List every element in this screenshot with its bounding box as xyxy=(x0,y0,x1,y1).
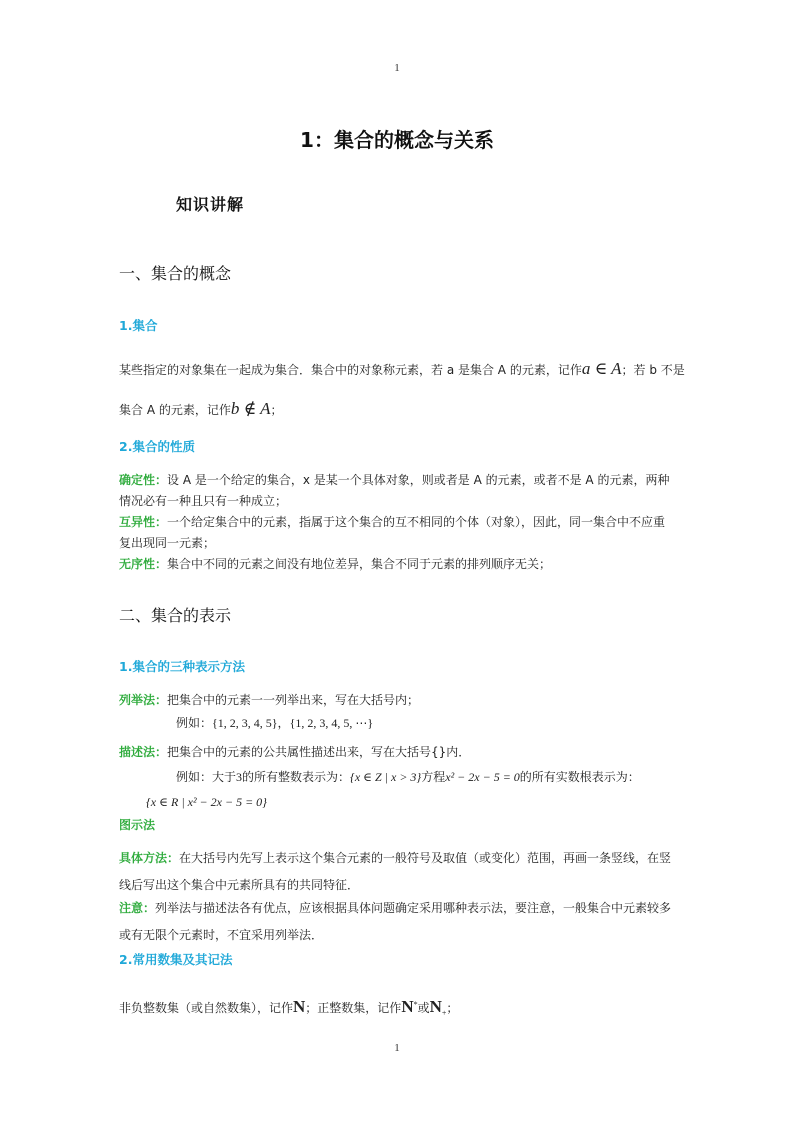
example-label: 例如： xyxy=(176,716,213,730)
example-tail: 的所有实数根表示为： xyxy=(519,770,640,784)
section2-sub2-heading: 2.常用数集及其记法 xyxy=(119,952,233,967)
example-separator: ， xyxy=(277,716,290,730)
real-roots-set-formula: {x ∈ R | x² − 2x − 5 = 0} xyxy=(146,795,267,809)
section-subtitle: 知识讲解 xyxy=(176,195,245,214)
definition-text2: 集合 A 的元素，记作 xyxy=(119,403,231,417)
description-term: 描述法： xyxy=(119,745,168,759)
property-term: 无序性： xyxy=(119,557,168,571)
description-example xyxy=(176,767,696,788)
equation-formula: x² − 2x − 5 = 0 xyxy=(445,770,520,784)
section1-heading: 一、集合的概念 xyxy=(119,264,232,283)
definition-tail: ；若 b 不是 xyxy=(621,363,685,377)
property-term: 互异性： xyxy=(119,515,168,529)
property-text: 设 A 是一个给定的集合，x 是某一个具体对象，则或者是 A 的元素，或者不是 A 的元素，两种情况必有一种且只有一种成立； xyxy=(119,473,670,508)
section1-sub2-heading: 2.集合的性质 xyxy=(119,439,195,454)
symbol-N: N xyxy=(293,997,306,1016)
section2-heading: 二、集合的表示 xyxy=(119,606,232,625)
example-set-infinite: {1, 2, 3, 4, 5, ⋯} xyxy=(289,716,374,730)
definition-line1 xyxy=(119,358,699,381)
integer-set-formula: {x ∈ Z | x > 3} xyxy=(350,770,422,784)
method-text: 在大括号内先写上表示这个集合元素的一般符号及取值（或变化）范围，再画一条竖线，在竖线后写出这个集合中元素所具有的共同特征． xyxy=(119,851,672,892)
example-number: 3 xyxy=(236,770,243,784)
star-superscript: * xyxy=(413,1000,418,1009)
definition-line2 xyxy=(119,398,679,421)
property-distinctness xyxy=(119,512,677,554)
diagram-method xyxy=(119,815,679,836)
example-set-finite: {1, 2, 3, 4, 5} xyxy=(212,716,278,730)
symbol-N-plus: N xyxy=(429,997,442,1016)
diagram-term: 图示法 xyxy=(119,818,156,832)
definition-text: 某些指定的对象集在一起成为集合．集合中的对象称元素，若 a 是集合 A 的元素，记作 xyxy=(119,363,582,377)
note-text: 列举法与描述法各有优点，应该根据具体问题确定采用哪种表示法，要注意，一般集合中元素较多或有无限个元素时，不宜采用列举法． xyxy=(119,901,672,942)
number-sets-text3: 或 xyxy=(417,1001,430,1015)
enumeration-method xyxy=(119,690,679,711)
number-sets-line xyxy=(119,994,699,1023)
property-text: 集合中不同的元素之间没有地位差异，集合不同于元素的排列顺序无关； xyxy=(167,557,552,571)
section1-sub1-heading: 1.集合 xyxy=(119,318,158,333)
plus-subscript: + xyxy=(441,1008,447,1018)
example-mid2: 方程 xyxy=(421,770,446,784)
page-number-top: 1 xyxy=(394,62,400,74)
not-element-formula: b ∉ A xyxy=(230,399,271,418)
property-text: 一个给定集合中的元素，指属于这个集合的互不相同的个体（对象），因此，同一集合中不应重复出现同一元素； xyxy=(119,515,666,550)
note-paragraph xyxy=(119,895,679,949)
example-label2: 例如：大于 xyxy=(176,770,237,784)
page-title: 1：集合的概念与关系 xyxy=(300,128,494,152)
property-unordered xyxy=(119,554,677,575)
example-mid: 的所有整数表示为： xyxy=(242,770,351,784)
description-example-line2 xyxy=(146,792,706,813)
section2-sub1-heading: 1.集合的三种表示方法 xyxy=(119,659,245,674)
enumeration-term: 列举法： xyxy=(119,693,168,707)
number-sets-text1: 非负整数集（或自然数集），记作 xyxy=(119,1001,294,1015)
note-term: 注意： xyxy=(119,901,156,915)
enumeration-text: 把集合中的元素一一列举出来，写在大括号内； xyxy=(167,693,420,707)
number-sets-text2: ；正整数集，记作 xyxy=(305,1001,402,1015)
page-number-bottom: 1 xyxy=(394,1042,400,1054)
specific-method xyxy=(119,845,679,899)
description-method xyxy=(119,742,679,763)
method-term: 具体方法： xyxy=(119,851,180,865)
element-of-formula: a ∈ A xyxy=(581,359,622,378)
property-determinacy xyxy=(119,470,677,512)
enumeration-example xyxy=(176,713,676,734)
symbol-N-star: N xyxy=(401,997,414,1016)
description-text: 把集合中的元素的公共属性描述出来，写在大括号{}内． xyxy=(167,745,471,759)
definition-tail2: ； xyxy=(270,403,283,417)
number-sets-tail: ； xyxy=(446,1001,459,1015)
property-term: 确定性： xyxy=(119,473,168,487)
